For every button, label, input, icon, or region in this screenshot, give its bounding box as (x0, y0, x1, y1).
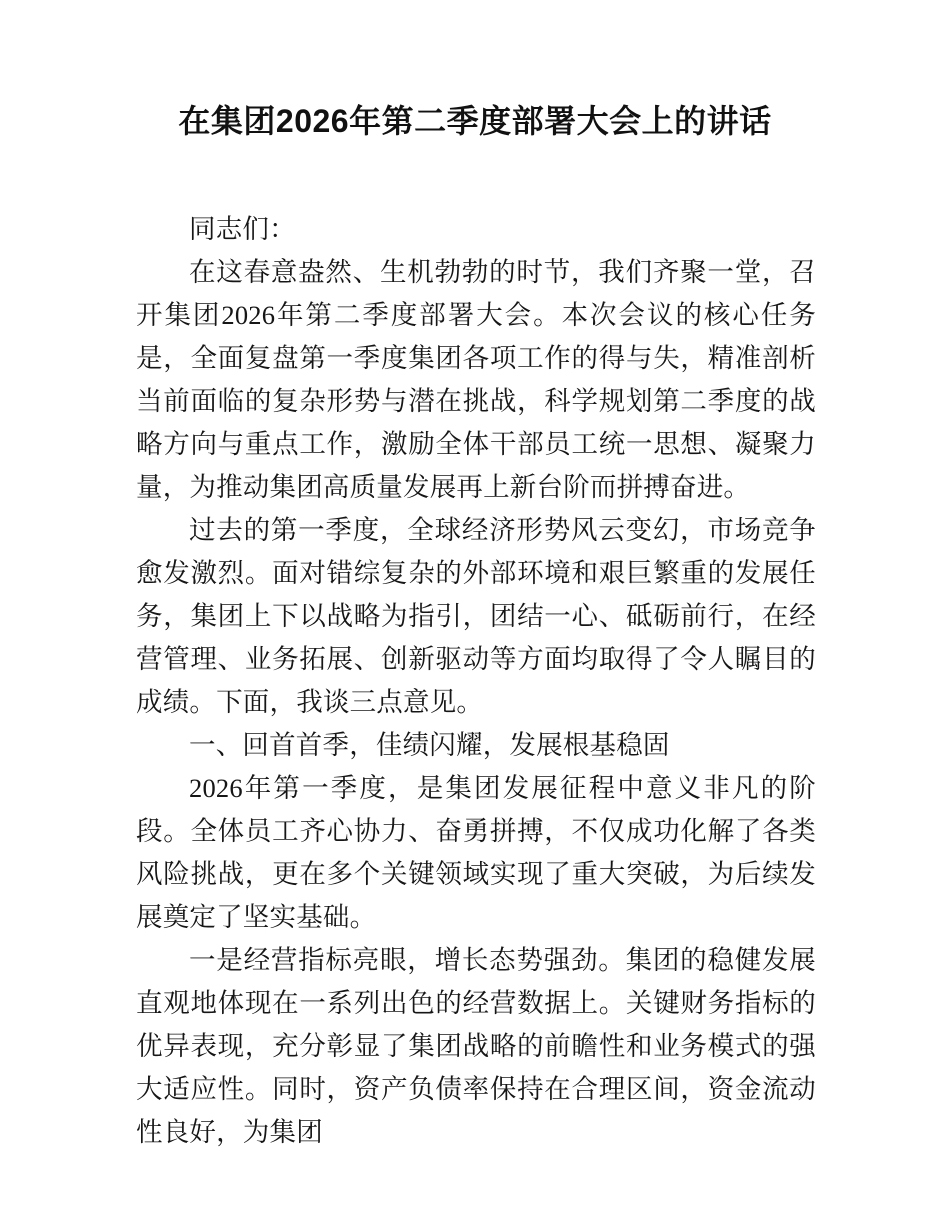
section-heading-one: 一、回首首季，佳绩闪耀，发展根基稳固 (189, 730, 670, 760)
page-title: 在集团2026年第二季度部署大会上的讲话 (178, 103, 772, 139)
document-body (136, 208, 816, 1154)
paragraph-opening: 在这春意盎然、生机勃勃的时节，我们齐聚一堂，召开集团2026年第二季度部署大会。本次会议的核心任务是，全面复盘第一季度集团各项工作的得与失，精准剖析当前面临的复杂形势与潜在挑战，科学规划第二季度的战略方向与重点工作，激励全体干部员工统一思想、凝聚力量，为推动集团高质量发展再上新台阶而拼搏奋进。 (136, 257, 816, 502)
paragraph-review: 过去的第一季度，全球经济形势风云变幻，市场竞争愈发激烈。面对错综复杂的外部环境和艰巨繁重的发展任务，集团上下以战略为指引，团结一心、砥砺前行，在经营管理、业务拓展、创新驱动等方面均取得了令人瞩目的成绩。下面，我谈三点意见。 (136, 515, 816, 717)
paragraph-point-one: 一是经营指标亮眼，增长态势强劲。集团的稳健发展直观地体现在一系列出色的经营数据上。关键财务指标的优异表现，充分彰显了集团战略的前瞻性和业务模式的强大适应性。同时，资产负债率保持在合理区间，资金流动性良好，为集团 (136, 945, 816, 1147)
paragraph-q1-summary: 2026年第一季度，是集团发展征程中意义非凡的阶段。全体员工齐心协力、奋勇拼搏，不仅成功化解了各类风险挑战，更在多个关键领域实现了重大突破，为后续发展奠定了坚实基础。 (136, 773, 816, 932)
paragraph-salutation: 同志们： (189, 214, 296, 244)
